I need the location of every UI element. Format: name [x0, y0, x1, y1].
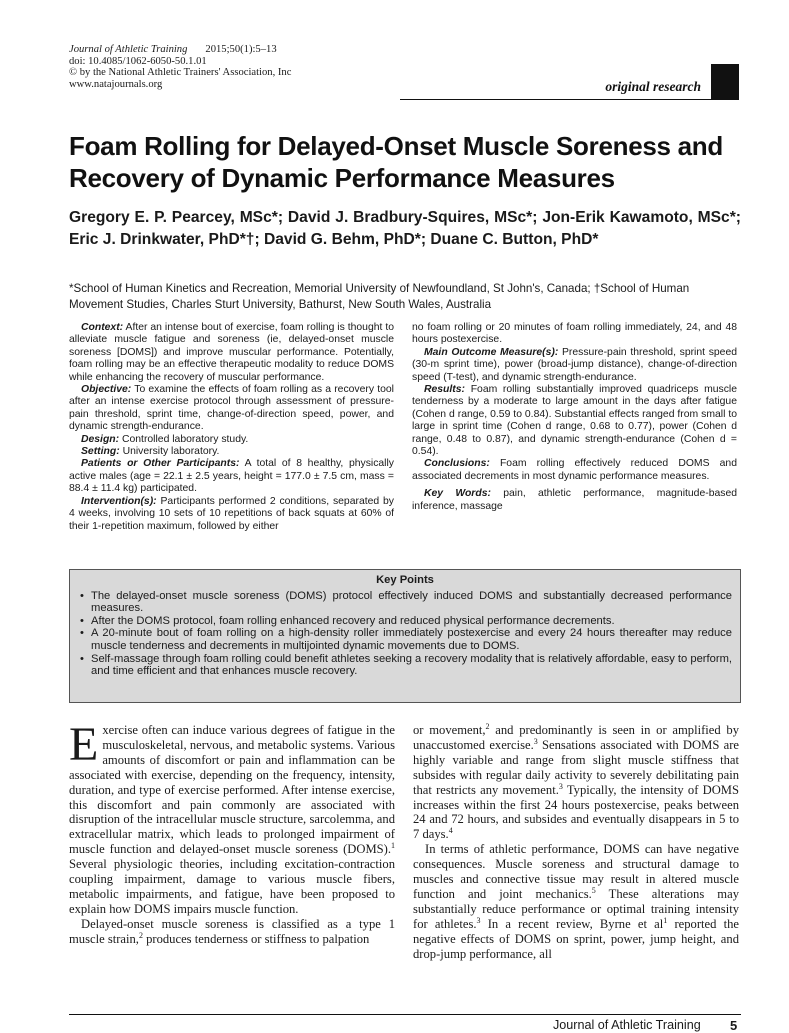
footer-rule [69, 1014, 741, 1015]
citation: 2015;50(1):5–13 [205, 44, 277, 55]
key-point-item: • The delayed-onset muscle soreness (DOMS) protocol effectively induced DOMS and substantially decreased performance measures. [80, 589, 732, 615]
drop-cap: E [69, 718, 99, 771]
abstract-outcome: Main Outcome Measure(s): Pressure-pain threshold, sprint speed (30-m sprint time), power (broad-jump distance), change-of-direction speed (T-test), and dynamic strength-endurance. [412, 346, 737, 383]
citation-ref[interactable]: 3 [533, 736, 538, 746]
citation-ref[interactable]: 1 [663, 915, 668, 925]
key-point-item: • A 20-minute bout of foam rolling on a high-density roller immediately postexercise and every 24 hours thereafter may reduce muscle tenderness and decrements in multijointed dynamic movements due to DOMS. [80, 627, 732, 652]
bullet-icon: • [80, 614, 84, 627]
affiliations: *School of Human Kinetics and Recreation, Memorial University of Newfoundland, St John's, Canada; †School of Human Movement Studies, Charles Sturt University, Bathurst, New South Wales, Australia [69, 282, 690, 311]
journal-name: Journal of Athletic Training [69, 44, 188, 55]
section-block [711, 64, 739, 100]
abstract-patients: Patients or Other Participants: A total of 8 healthy, physically active males (age = 22.1 ± 2.5 years, height = 177.0 ± 7.5 cm, mass = 88.4 ± 11.4 kg) participated. [69, 458, 394, 495]
bullet-icon: • [80, 627, 84, 640]
article-title: Foam Rolling for Delayed-Onset Muscle Soreness and Recovery of Dynamic Performance Measures [69, 131, 723, 193]
section-tag [400, 64, 739, 100]
copyright: © by the National Athletic Trainers' Association, Inc [69, 67, 292, 78]
author-list: Gregory E. P. Pearcey, MSc*; David J. Bradbury-Squires, MSc*; Jon-Erik Kawamoto, MSc*; Eric J. Drinkwater, PhD*†; David G. Behm, PhD*; Duane C. Button, PhD* [69, 209, 741, 248]
body-paragraph: In terms of athletic performance, DOMS can have negative consequences. Muscle soreness and structural damage to muscles and connective tissue may result in altered muscle function and joint mechanics.$^5$ These alterations may substantially reduce performance or optimal training intensity for athletes.$^3$ In a recent review, Byrne et $al^1$ reported the negative effects of DOMS on sprint, power, jump height, and drop-jump performance, all [413, 842, 739, 961]
abstract-design: Design: Controlled laboratory study. [81, 433, 249, 445]
website-link[interactable]: www.natajournals.org [69, 78, 163, 90]
abstract-results: Results: Foam rolling substantially improved quadriceps muscle tenderness by a moderate to large amount in the days after fatigue (Cohen d range, 0.59 to 0.84). Substantial effects ranged from small to large in sprint time (Cohen d range, 0.68 to 0.77), power (Cohen d range, 0.48 to 0.87), and dynamic strength-endurance (Cohen d = 0.54). [412, 384, 738, 458]
citation-ref[interactable]: 1 [391, 841, 395, 851]
abstract-objective: Objective: To examine the effects of foam rolling as a recovery tool after an intense exercise protocol through assessment of pressure-pain threshold, sprint time, change-of-direction speed, power, and dynamic strength-endurance. [69, 384, 394, 433]
section-rule [400, 99, 739, 100]
citation-ref[interactable]: 3 [476, 915, 481, 925]
bullet-icon: • [80, 589, 84, 602]
body-left-column [69, 718, 395, 947]
key-points-title: Key Points [376, 574, 434, 586]
citation-ref[interactable]: 2 [138, 930, 143, 940]
abstract-intervention-cont: no foam rolling or 20 minutes of foam rolling immediately, 24, and 48 hours postexercise. [412, 322, 737, 346]
body-paragraph: Exercise often can induce various degrees of fatigue in the musculoskeletal, nervous, and metabolic systems. Various amounts of discomfort or pain and inflammation can be associated with exercise, depending on the frequency, intensity, duration, and type of exercise performed. After intense exercise, this discomfort and pain commonly are associated with disruption of the intracellular muscle structure, sarcolemma, and extracellular matrix, which leads to prolonged impairment of muscle function and delayed-onset muscle soreness (DOMS).$^1$ Several physiologic theories, including excitation-contraction coupling impairment, damage to various muscle fibers, metabolic impairments, and fatigue, have been proposed to explain how DOMS impairs muscle function. [69, 718, 395, 916]
citation-ref[interactable]: 3 [558, 781, 563, 791]
abstract-right-column [412, 322, 737, 513]
key-points-box [69, 569, 741, 703]
body-right-column [413, 723, 739, 962]
citation-ref[interactable]: 2 [485, 721, 490, 731]
citation-ref[interactable]: 5 [591, 885, 596, 895]
key-point-item: • After the DOMS protocol, foam rolling enhanced recovery and reduced physical performance decrements. [80, 614, 615, 627]
body-paragraph: Delayed-onset muscle soreness is classified as a type 1 muscle strain,$^2$ produces tenderness or stiffness to palpation [69, 916, 395, 946]
abstract-left-column [69, 322, 394, 533]
journal-masthead [69, 44, 399, 90]
abstract-setting: Setting: University laboratory. [81, 446, 220, 458]
abstract-conclusions: Conclusions: Foam rolling effectively reduced DOMS and associated decrements in most dynamic performance measures. [412, 458, 737, 482]
body-paragraph: or movement,$^2$ and predominantly is seen in or amplified by unaccustomed exercise.$^3$ Sensations associated with DOMS are highly variable and range from slight muscle stiffness that subsides with regular daily activity to severely debilitating pain that restricts any movement.$^3$ Typically, the intensity of DOMS increases within the first 24 hours postexercise, peaks between 24 and 72 hours, and subsides and eventually disappears in 5 to 7 days.$^4$ [413, 721, 739, 842]
abstract-intervention: Intervention(s): Participants performed 2 conditions, separated by 4 weeks, involving 10 sets of 10 repetitions of back squats at 60% of their 1-repetition maximum, followed by either [69, 495, 394, 532]
key-point-item: • Self-massage through foam rolling could benefit athletes seeking a recovery modality that is relatively affordable, easy to perform, and time efficient and that enhances muscle recovery. [80, 652, 732, 678]
abstract-context: Context: After an intense bout of exercise, foam rolling is thought to alleviate muscle fatigue and soreness (ie, delayed-onset muscle soreness [DOMS]) and improve muscular performance. Potentially, foam rolling may be an effective therapeutic modality to reduce DOMS while enhancing the recovery of muscular performance. [69, 322, 394, 383]
bullet-icon: • [80, 652, 84, 665]
citation-ref[interactable]: 4 [448, 826, 453, 836]
section-label: original research [605, 79, 701, 94]
key-points-list [78, 590, 732, 678]
doi: doi: 10.4085/1062-6050-50.1.01 [69, 55, 207, 67]
page-number: 5 [730, 1018, 738, 1033]
abstract-keywords: Key Words: pain, athletic performance, magnitude-based inference, massage [412, 488, 737, 512]
footer-journal-name: Journal of Athletic Training [553, 1018, 701, 1032]
